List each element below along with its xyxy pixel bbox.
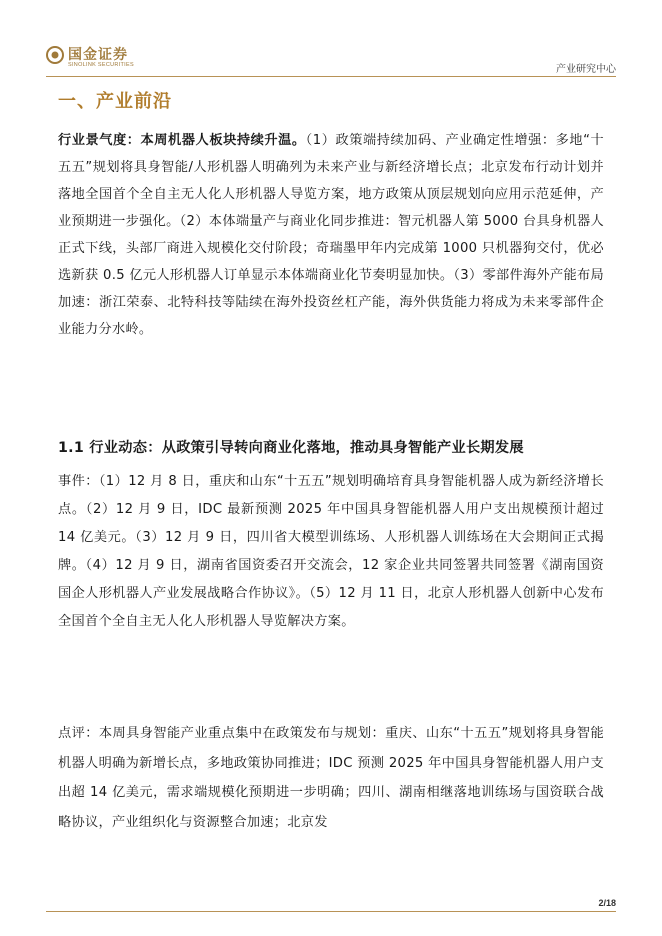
company-logo — [46, 44, 196, 78]
logo-mark-icon — [46, 46, 64, 64]
industry-body: （1）政策端持续加码、产业确定性增强：多地“十五五”规划将具身智能/人形机器人明确列为未来产业与新经济增长点；北京发布行动计划并落地全国首个全自主无人化人形机器人导览方案，地方政策从顶层规划向应用示范延伸，产业预期进一步强化。（2）本体端量产与商业化同步推进：智元机器人第 5000 台具身机器人正式下线，头部厂商进入规模化交付阶段；奇瑞墨甲年内完成第 1000 只机器狗交付，优必选新获 0.5 亿元人形机器人订单显示本体端商业化节奏明显加快。（3）零部件海外产能布局加速：浙江荣泰、北特科技等陆续在海外投资丝杠产能，海外供货能力将成为未来零部件企业能力分水岭。 — [58, 133, 604, 337]
logo-english-name: SINOLINK SECURITIES — [68, 62, 134, 68]
industry-paragraph — [58, 127, 604, 343]
logo-chinese-name: 国金证券 — [68, 47, 128, 63]
footer-divider — [46, 911, 616, 912]
comment-paragraph: 点评：本周具身智能产业重点集中在政策发布与规划：重庆、山东“十五五”规划将具身智能机器人明确为新增长点，多地政策协同推进；IDC 预测 2025 年中国具身智能机器人用户支出超 14 亿美元，需求端规模化预期进一步明确；四川、湖南相继落地训练场与国资联合战略协议，产业组织化与资源整合加速；北京发 — [58, 726, 604, 830]
department-label: 产业研究中心 — [556, 64, 616, 75]
section-title: 一、产业前沿 — [58, 91, 172, 112]
events-paragraph: 事件：（1）12 月 8 日，重庆和山东“十五五”规划明确培育具身智能机器人成为新经济增长点。（2）12 月 9 日，IDC 最新预测 2025 年中国具身智能机器人用户支出规模预计超过 14 亿美元。（3）12 月 9 日，四川省大模型训练场、人形机器人训练场在大会期间正式揭牌。（4）12 月 9 日，湖南省国资委召开交流会，12 家企业共同签署共同签署《湖南国资国企人形机器人产业发展战略合作协议》。（5）12 月 11 日，北京人形机器人创新中心发布全国首个全自主无人化人形机器人导览解决方案。 — [58, 474, 604, 629]
header-divider — [46, 76, 616, 77]
page-header — [0, 0, 662, 80]
industry-lead: 行业景气度：本周机器人板块持续升温。 — [58, 133, 306, 148]
subsection-title: 1.1 行业动态：从政策引导转向商业化落地，推动具身智能产业长期发展 — [58, 440, 524, 456]
page-number: 2/18 — [598, 898, 616, 908]
